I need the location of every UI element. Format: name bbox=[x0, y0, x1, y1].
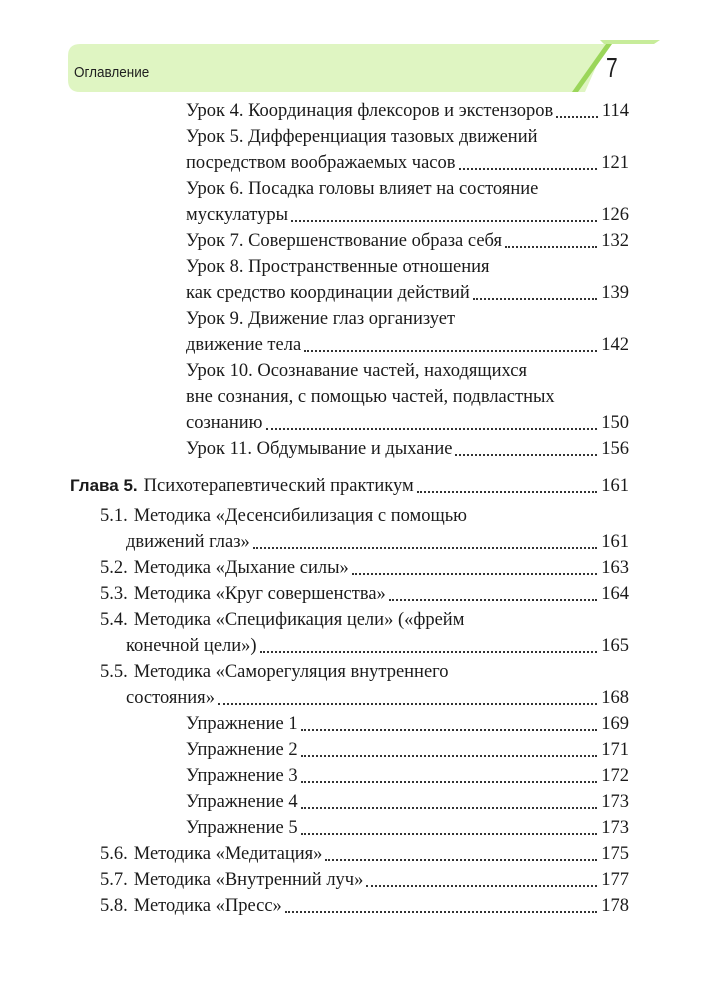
toc-entry bbox=[186, 737, 629, 763]
entry-title: движение тела bbox=[186, 335, 302, 355]
dot-leader bbox=[301, 729, 598, 731]
dot-leader bbox=[417, 491, 598, 493]
toc-entry bbox=[186, 384, 629, 410]
toc-entry bbox=[100, 581, 629, 607]
toc-entry bbox=[186, 306, 629, 332]
section-number: 5.6. bbox=[100, 844, 128, 864]
entry-title: Урок 7. Совершенствование образа себя bbox=[186, 231, 502, 251]
chapter-label: Глава 5. bbox=[70, 476, 138, 495]
page-number: 7 bbox=[606, 52, 618, 83]
dot-leader bbox=[266, 428, 598, 430]
section-number: 5.8. bbox=[100, 896, 128, 916]
toc-entry bbox=[186, 410, 629, 436]
entry-title: Урок 4. Координация флексоров и экстензоров bbox=[186, 101, 554, 121]
entry-title: сознанию bbox=[186, 413, 263, 433]
entry-title: Урок 11. Обдумывание и дыхание bbox=[186, 439, 453, 459]
toc-entry bbox=[186, 815, 629, 841]
entry-title: Урок 9. Движение глаз организует bbox=[186, 309, 456, 329]
entry-page-number: 171 bbox=[601, 740, 629, 760]
toc-entry bbox=[186, 254, 629, 280]
toc-entry bbox=[186, 358, 629, 384]
entry-title: Методика «Медитация» bbox=[133, 844, 323, 864]
entry-page-number: 173 bbox=[601, 818, 629, 838]
dot-leader bbox=[366, 885, 597, 887]
dot-leader bbox=[352, 573, 597, 575]
toc-entry bbox=[186, 202, 629, 228]
entry-title: Методика «Десенсибилизация с помощью bbox=[133, 506, 468, 526]
toc-entry bbox=[186, 711, 629, 737]
entry-page-number: 178 bbox=[601, 896, 629, 916]
section-number: 5.7. bbox=[100, 870, 128, 890]
section-number: 5.4. bbox=[100, 610, 128, 630]
entry-title: Урок 5. Дифференциация тазовых движений bbox=[186, 127, 538, 147]
running-title: Оглавление bbox=[74, 64, 150, 81]
dot-leader bbox=[301, 781, 598, 783]
entry-title: состояния» bbox=[126, 688, 215, 708]
entry-page-number: 142 bbox=[601, 335, 629, 355]
entry-title: Методика «Пресс» bbox=[133, 896, 282, 916]
toc-entry bbox=[186, 228, 629, 254]
dot-leader bbox=[301, 833, 598, 835]
entry-page-number: 175 bbox=[601, 844, 629, 864]
toc-entry bbox=[186, 98, 629, 124]
entry-title: Урок 8. Пространственные отношения bbox=[186, 257, 490, 277]
toc-entry bbox=[100, 503, 629, 529]
entry-title: посредством воображаемых часов bbox=[186, 153, 456, 173]
entry-page-number: 173 bbox=[601, 792, 629, 812]
entry-title: Упражнение 3 bbox=[186, 766, 298, 786]
entry-page-number: 168 bbox=[601, 688, 629, 708]
dot-leader bbox=[459, 168, 598, 170]
entry-title: движений глаз» bbox=[126, 532, 250, 552]
entry-page-number: 164 bbox=[601, 584, 629, 604]
entry-page-number: 121 bbox=[601, 153, 629, 173]
entry-page-number: 139 bbox=[601, 283, 629, 303]
entry-page-number: 161 bbox=[601, 532, 629, 552]
entry-page-number: 177 bbox=[601, 870, 629, 890]
dot-leader bbox=[218, 703, 597, 705]
entry-page-number: 156 bbox=[601, 439, 629, 459]
entry-title: как средство координации действий bbox=[186, 283, 470, 303]
entry-title: конечной цели») bbox=[126, 636, 257, 656]
toc-entry bbox=[100, 555, 629, 581]
toc-entry bbox=[126, 529, 629, 555]
entry-page-number: 114 bbox=[601, 101, 629, 121]
dot-leader bbox=[556, 116, 598, 118]
entry-page-number: 169 bbox=[601, 714, 629, 734]
dot-leader bbox=[455, 454, 597, 456]
entry-title: Упражнение 1 bbox=[186, 714, 298, 734]
toc-entry bbox=[186, 124, 629, 150]
dot-leader bbox=[301, 807, 598, 809]
dot-leader bbox=[389, 599, 597, 601]
dot-leader bbox=[291, 220, 597, 222]
dot-leader bbox=[301, 755, 598, 757]
toc-entry bbox=[186, 150, 629, 176]
toc-entry bbox=[186, 436, 629, 462]
entry-page-number: 126 bbox=[601, 205, 629, 225]
entry-title: Урок 10. Осознавание частей, находящихся bbox=[186, 361, 527, 381]
section-number: 5.1. bbox=[100, 506, 128, 526]
entry-title: Упражнение 5 bbox=[186, 818, 298, 838]
entry-title: Методика «Дыхание силы» bbox=[133, 558, 349, 578]
dot-leader bbox=[253, 547, 597, 549]
section-number: 5.3. bbox=[100, 584, 128, 604]
dot-leader bbox=[304, 350, 597, 352]
toc-entry bbox=[100, 867, 629, 893]
entry-title: Урок 6. Посадка головы влияет на состояние bbox=[186, 179, 539, 199]
entry-title: Упражнение 4 bbox=[186, 792, 298, 812]
entry-page-number: 150 bbox=[601, 413, 629, 433]
entry-title: мускулатуры bbox=[186, 205, 289, 225]
dot-leader bbox=[473, 298, 597, 300]
toc-entry bbox=[100, 607, 629, 633]
toc-entry bbox=[126, 633, 629, 659]
entry-title: Методика «Саморегуляция внутреннего bbox=[133, 662, 449, 682]
toc-chapter-entry bbox=[70, 473, 629, 499]
entry-title: Методика «Спецификация цели» («фрейм bbox=[133, 610, 465, 630]
entry-page-number: 165 bbox=[601, 636, 629, 656]
dot-leader bbox=[285, 911, 597, 913]
dot-leader bbox=[260, 651, 598, 653]
header-band bbox=[0, 0, 707, 100]
toc-entry bbox=[186, 280, 629, 306]
section-number: 5.5. bbox=[100, 662, 128, 682]
entry-title: Методика «Круг совершенства» bbox=[133, 584, 386, 604]
section-number: 5.2. bbox=[100, 558, 128, 578]
toc-entry bbox=[100, 893, 629, 919]
entry-page-number: 163 bbox=[601, 558, 629, 578]
toc-entry bbox=[100, 841, 629, 867]
toc-entry bbox=[186, 763, 629, 789]
entry-title: Психотерапевтический практикум bbox=[143, 476, 414, 496]
entry-page-number: 172 bbox=[601, 766, 629, 786]
toc-entry bbox=[126, 685, 629, 711]
entry-page-number: 161 bbox=[601, 476, 629, 496]
entry-title: Упражнение 2 bbox=[186, 740, 298, 760]
entry-title: вне сознания, с помощью частей, подвластных bbox=[186, 387, 555, 407]
entry-title: Методика «Внутренний луч» bbox=[133, 870, 364, 890]
toc-entry bbox=[100, 659, 629, 685]
toc-entry bbox=[186, 176, 629, 202]
dot-leader bbox=[505, 246, 597, 248]
entry-page-number: 132 bbox=[601, 231, 629, 251]
toc-entry bbox=[186, 789, 629, 815]
toc-entry bbox=[186, 332, 629, 358]
dot-leader bbox=[325, 859, 597, 861]
